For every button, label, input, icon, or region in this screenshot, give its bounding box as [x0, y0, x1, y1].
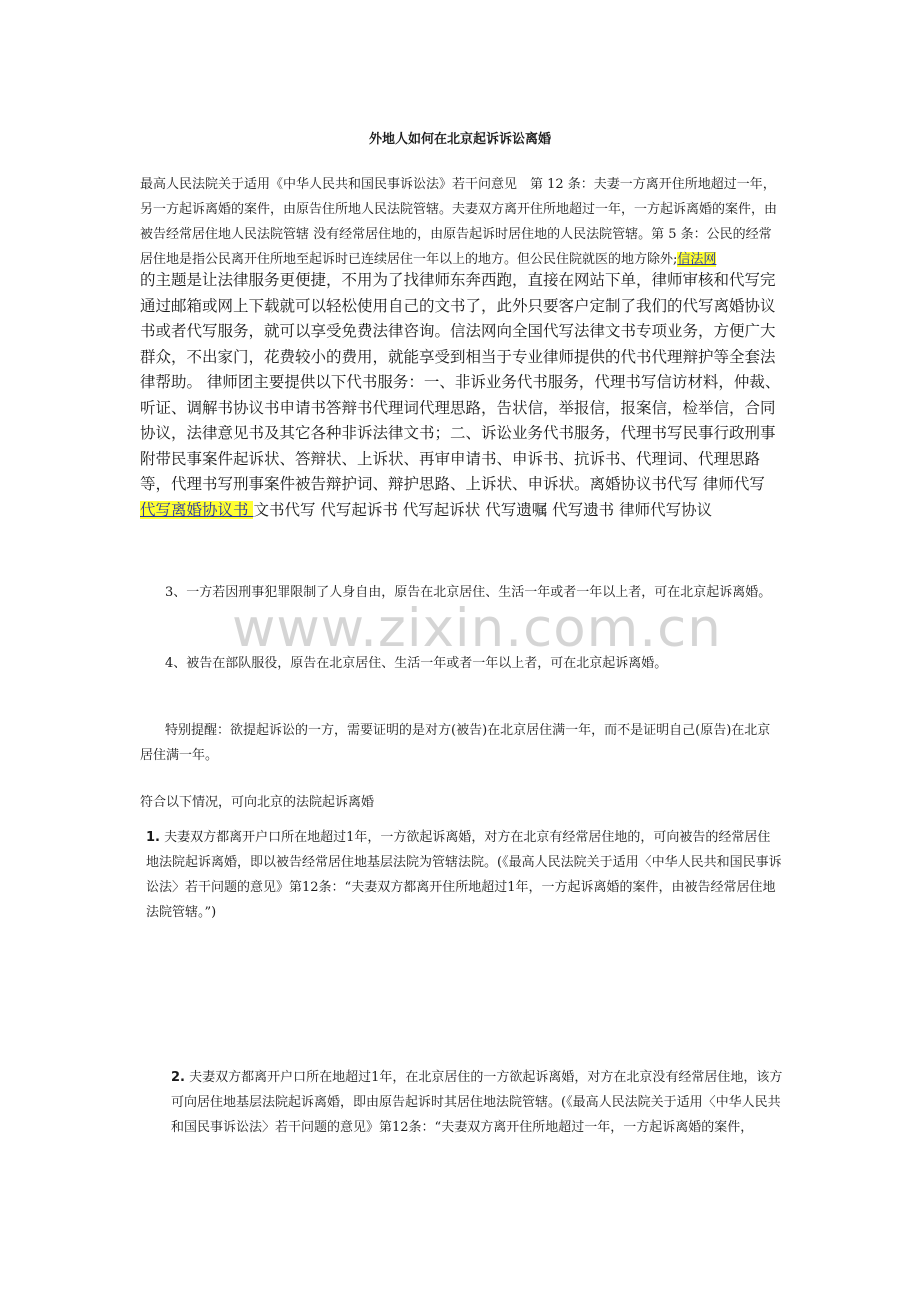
condition-2-text: 夫妻双方都离开户口所在地超过1年，在北京居住的一方欲起诉离婚，对方在北京没有经常居住地，该方可向居住地基层法院起诉离婚，即由原告起诉时其居住地法院管辖。(《最高人民法院关于适用〈中华人民共和国民事诉讼法〉若干问题的意见》第12条：“夫妻双方离开住所地超过一年，一方起诉离婚的案件， — [171, 1070, 783, 1135]
intro-text: 最高人民法院关于适用《中华人民共和国民事诉讼法》若干问意见 第 12 条：夫妻一方离开住所地超过一年，另一方起诉离婚的案件，由原告住所地人民法院管辖。夫妻双方离开住所地超过一年，一方起诉离婚的案件，由被告经常居住地人民法院管辖 没有经常居住地的，由原告起诉时居住地的人民法院管辖。第 5 条：公民的经常居住地是指公民离开住所地至起诉时已连续居住一年以上的地方。但公民住院就医的地方除外; — [140, 177, 778, 267]
condition-2 — [140, 1065, 783, 1140]
condition-1-text: 夫妻双方都离开户口所在地超过1年，一方欲起诉离婚，对方在北京有经常居住地的，可向被告的经常居住地法院起诉离婚，即以被告经常居住地基层法院为管辖法院。(《最高人民法院关于适用〈中华人民共和国民事诉讼法〉若干问题的意见》第12条：“夫妻双方都离开住所地超过1年，一方起诉离婚的案件，由被告经常居住地法院管辖。”) — [146, 830, 782, 920]
item-4: 4、被告在部队服役，原告在北京居住、生活一年或者一年以上者，可在北京起诉离婚。 — [165, 656, 668, 671]
conditions-heading: 符合以下情况，可向北京的法院起诉离婚 — [140, 795, 375, 810]
xinfawang-link[interactable]: 信法网 — [677, 252, 717, 267]
special-reminder: 特别提醒：欲提起诉讼的一方，需要证明的是对方(被告)在北京居住满一年，而不是证明自己(原告)在北京居住满一年。 — [140, 723, 771, 763]
intro-paragraph — [140, 172, 783, 272]
condition-1 — [140, 825, 783, 925]
watermark: www.zixin.com.cn — [232, 598, 722, 659]
service-tags-text: 文书代写 代写起诉书 代写起诉状 代写遗嘱 代写遗书 律师代写协议 — [253, 500, 713, 519]
condition-1-number: 1. — [146, 830, 160, 845]
divorce-agreement-link[interactable]: 代写离婚协议书 — [140, 500, 254, 519]
item-3: 3、一方若因刑事犯罪限制了人身自由，原告在北京居住、生活一年或者一年以上者，可在北京起诉离婚。 — [165, 585, 772, 600]
document-title: 外地人如何在北京起诉诉讼离婚 — [368, 132, 551, 147]
service-paragraph — [140, 268, 783, 523]
service-text: 的主题是让法律服务更便捷，不用为了找律师东奔西跑，直接在网站下单，律师审核和代写完通过邮箱或网上下载就可以轻松使用自己的文书了，此外只要客户定制了我们的代写离婚协议书或者代写服务，就可以享受免费法律咨询。信法网向全国代写法律文书专项业务，方便广大群众，不出家门，花费较小的费用，就能享受到相当于专业律师提供的代书代理辩护等全套法律帮助。 律师团主要提供以下代书服务：一、非诉业务代书服务，代理书写信访材料，仲裁、听证、调解书协议书申请书答辩书代理词代理思路，告状信，举报信，报案信，检举信，合同协议，法律意见书及其它各种非诉法律文书；二、诉讼业务代书服务，代理书写民事行政刑事附带民事案件起诉状、答辩状、上诉状、再审申请书、申诉书、抗诉书、代理词、代理思路等，代理书写刑事案件被告辩护词、辩护思路、上诉状、申诉状。离婚协议书代写 律师代写 — [140, 271, 781, 493]
condition-2-number: 2. — [171, 1070, 185, 1085]
